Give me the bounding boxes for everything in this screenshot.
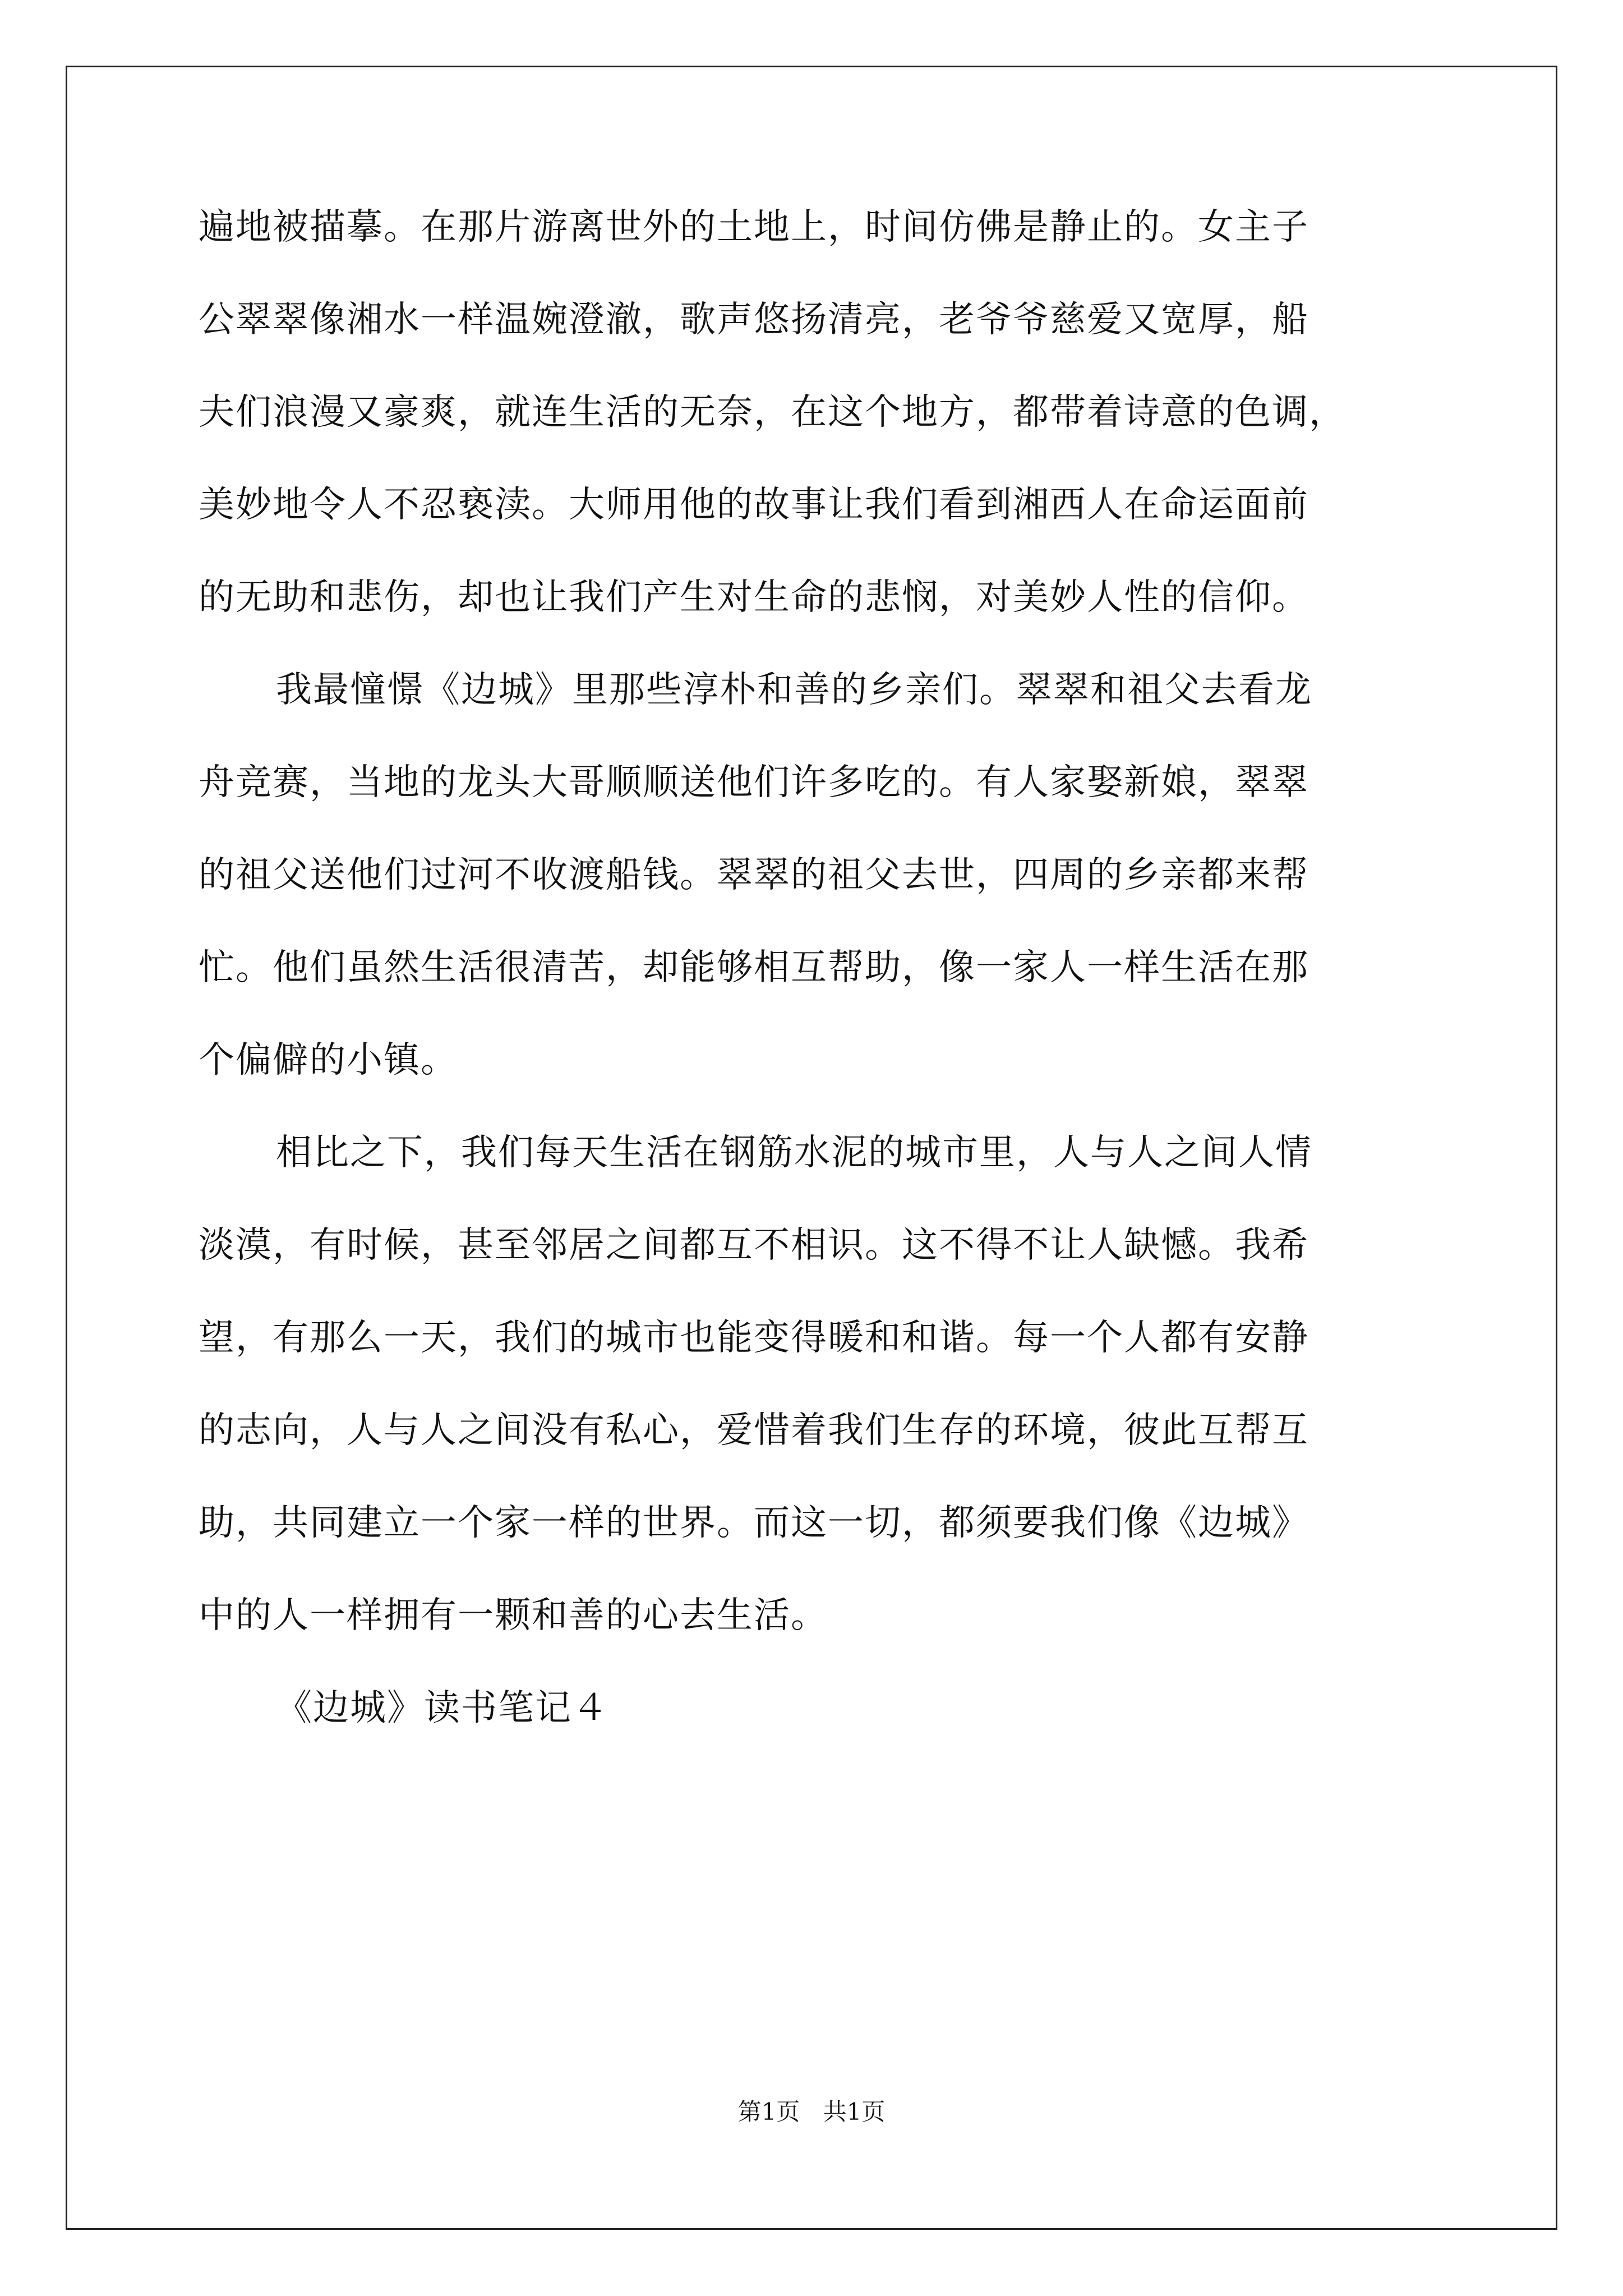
text-line: 助，共同建立一个家一样的世界。而这一切，都须要我们像《边城》 <box>199 1502 1309 1544</box>
text-line: 的无助和悲伤，却也让我们产生对生命的悲悯，对美妙人性的信仰。 <box>199 577 1309 618</box>
text-line: 望，有那么一天，我们的城市也能变得暖和和谐。每一个人都有安静 <box>199 1317 1309 1359</box>
text-line: 美妙地令人不忍亵渎。大师用他的故事让我们看到湘西人在命运面前 <box>199 484 1309 526</box>
text-line: 遍地被描摹。在那片游离世外的土地上，时间仿佛是静止的。女主子 <box>199 206 1309 248</box>
text-line: 中的人一样拥有一颗和善的心去生活。 <box>199 1595 828 1636</box>
text-line: 忙。他们虽然生活很清苦，却能够相互帮助，像一家人一样生活在那 <box>199 947 1309 988</box>
text-line: 个偏僻的小镇。 <box>199 1039 458 1081</box>
page-number-total: 共1页 <box>823 2098 886 2125</box>
paragraph-start-line: 相比之下，我们每天生活在钢筋水泥的城市里，人与人之间人情 <box>276 1132 1312 1174</box>
paragraph-start-line: 我最憧憬《边城》里那些淳朴和善的乡亲们。翠翠和祖父去看龙 <box>276 669 1312 711</box>
text-line: 的志向，人与人之间没有私心，爱惜着我们生存的环境，彼此互帮互 <box>199 1410 1309 1451</box>
text-line: 舟竞赛，当地的龙头大哥顺顺送他们许多吃的。有人家娶新娘，翠翠 <box>199 762 1309 803</box>
page-footer <box>0 2098 1623 2126</box>
text-line: 淡漠，有时候，甚至邻居之间都互不相识。这不得不让人缺憾。我希 <box>199 1225 1309 1266</box>
text-line: 的祖父送他们过河不收渡船钱。翠翠的祖父去世，四周的乡亲都来帮 <box>199 854 1309 896</box>
section-heading: 《边城》读书笔记４ <box>276 1687 609 1729</box>
page-number-current: 第1页 <box>737 2098 800 2125</box>
text-line: 公翠翠像湘水一样温婉澄澈，歌声悠扬清亮，老爷爷慈爱又宽厚，船 <box>199 299 1309 341</box>
text-line: 夫们浪漫又豪爽，就连生活的无奈，在这个地方，都带着诗意的色调， <box>199 392 1346 433</box>
